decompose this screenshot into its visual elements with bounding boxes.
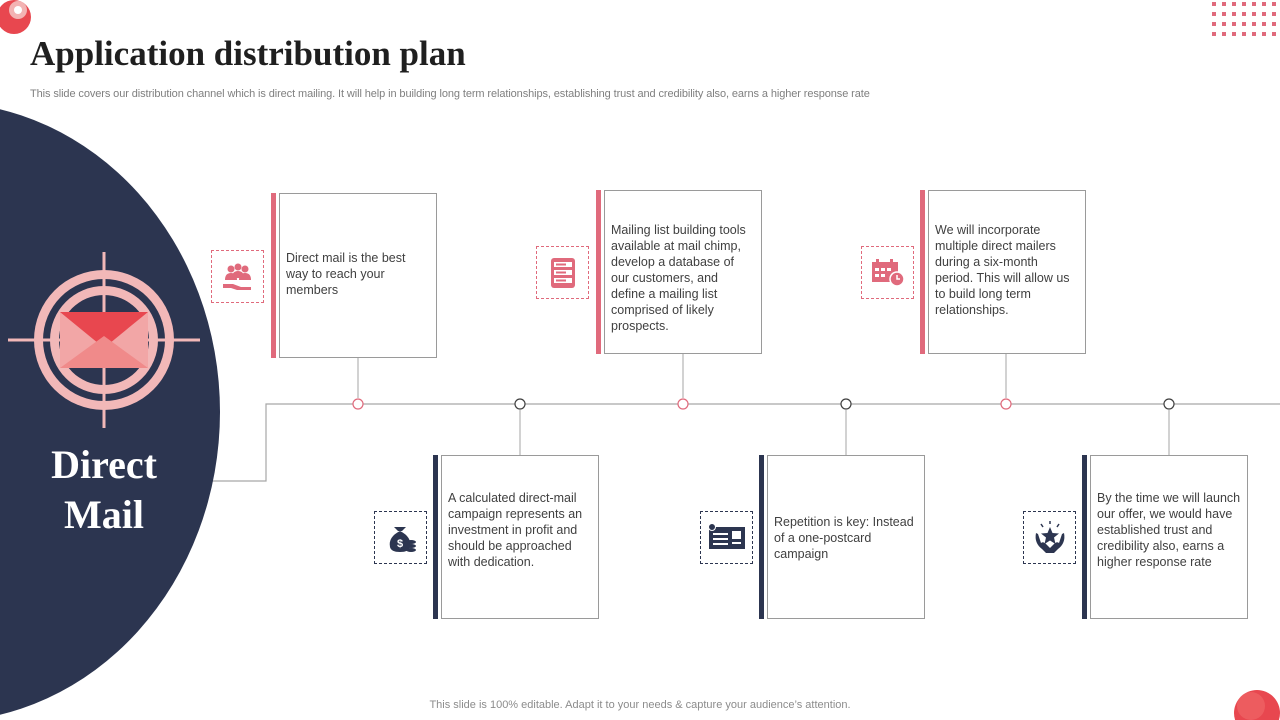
side-label-line1: Direct [51, 442, 157, 487]
step-card [279, 193, 437, 358]
step-accent-bar [433, 455, 438, 619]
timeline-node [1001, 399, 1011, 409]
step-text: Direct mail is the best way to reach your members [286, 251, 406, 297]
step-text: A calculated direct-mail campaign represents an investment in profit and should be approached with dedication. [448, 491, 583, 569]
star-hands-icon [1032, 521, 1068, 555]
step-icon-box [700, 511, 753, 564]
slide-subtitle: This slide covers our distribution channel which is direct mailing. It will help in building long term relationships, establishing trust and credibility also, earns a higher response rate [30, 88, 870, 100]
step-text: By the time we will launch our offer, we would have established trust and credibility also, earns a higher response rate [1097, 491, 1241, 569]
step-text: Mailing list building tools available at mail chimp, develop a database of our customers, and define a mailing list comprised of likely prospects. [611, 223, 746, 333]
people-hand-icon [221, 260, 255, 294]
side-label-line2: Mail [64, 492, 144, 537]
step-card [767, 455, 925, 619]
step-card [441, 455, 599, 619]
money-bag-icon [384, 521, 418, 555]
step-accent-bar [759, 455, 764, 619]
timeline-node [841, 399, 851, 409]
database-server-icon [548, 256, 578, 290]
step-text: Repetition is key: Instead of a one-postcard campaign [774, 515, 914, 561]
step-accent-bar [920, 190, 925, 354]
step-card [1090, 455, 1248, 619]
step-text: We will incorporate multiple direct mailers during a six-month period. This will allow us to build long term relationships. [935, 223, 1070, 317]
timeline-node [678, 399, 688, 409]
step-icon-box [861, 246, 914, 299]
step-icon-box [374, 511, 427, 564]
side-panel-label [14, 440, 194, 540]
slide-title: Application distribution plan [30, 34, 466, 73]
step-accent-bar [271, 193, 276, 358]
step-accent-bar [596, 190, 601, 354]
step-card [928, 190, 1086, 354]
envelope-target-icon [0, 250, 210, 430]
step-accent-bar [1082, 455, 1087, 619]
timeline-node [515, 399, 525, 409]
step-icon-box [211, 250, 264, 303]
timeline-node [353, 399, 363, 409]
step-icon-box [536, 246, 589, 299]
step-icon-box [1023, 511, 1076, 564]
svg-text:$: $ [396, 537, 403, 550]
timeline-node [1164, 399, 1174, 409]
step-card [604, 190, 762, 354]
postcard-icon [708, 523, 746, 553]
slide-footer: This slide is 100% editable. Adapt it to your needs & capture your audience’s attention. [429, 699, 851, 711]
calendar-clock-icon [870, 258, 906, 288]
